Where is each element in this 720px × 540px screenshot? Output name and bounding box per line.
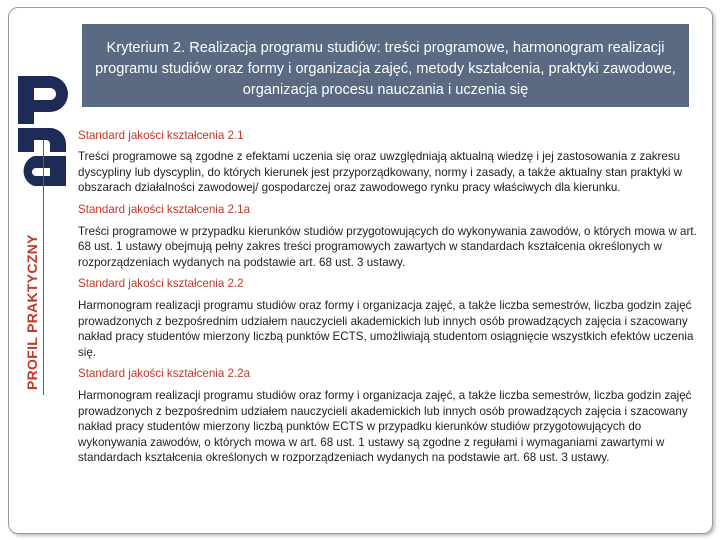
page-title: Kryterium 2. Realizacja programu studiów: treści programowe, harmonogram realizacji programu studiów oraz formy i organizacja zajęć, metody kształcenia, praktyki zawodowe, organizacja procesu nauczania i uczenia się <box>82 24 689 107</box>
sidebar-divider <box>43 140 44 395</box>
standard-heading: Standard jakości kształcenia 2.2 <box>78 277 244 290</box>
sidebar-label: PROFIL PRAKTYCZNY <box>24 234 40 390</box>
standard-heading: Standard jakości kształcenia 2.1 <box>78 129 244 142</box>
standard-text: Harmonogram realizacji programu studiów oraz formy i organizacja zajęć, a także liczba semestrów, liczba godzin zajęć prowadzonych z bezpośrednim udziałem nauczycieli akademickich lub innych osób prowadzących zajęcia i szacowany nakład pracy studentów mierzony liczbą punktów ECTS, umożliwiają studentom osiągnięcie wszystkich efektów uczenia się. <box>78 299 694 359</box>
standards-list <box>78 128 700 466</box>
standard-heading: Standard jakości kształcenia 2.1a <box>78 202 251 216</box>
standard-text: Treści programowe w przypadku kierunków studiów przygotowujących do wykonywania zawodów, o których mowa w art. 68 ust. 1 ustawy obejmują pełny zakres treści programowych zawartych w standardach kształcenia określonych w rozporządzeniach wydanych na podstawie art. 68 ust. 3 ustawy. <box>78 224 697 269</box>
standard-heading: Standard jakości kształcenia 2.2a <box>78 367 251 380</box>
standard-text: Treści programowe są zgodne z efektami uczenia się oraz uwzględniają aktualną wiedzę i jej zastosowania z zakresu dyscypliny lub dyscyplin, do których kierunek jest przyporządkowany, normy i zasady, a także aktualny stan praktyki w obszarach działalności zawodowej/ gospodarczej oraz zawodowego rynku pracy właściwych dla kierunku. <box>78 150 682 194</box>
standard-text: Harmonogram realizacji programu studiów oraz formy i organizacja zajęć, a także liczba semestrów, liczba godzin zajęć prowadzonych z bezpośrednim udziałem nauczycieli akademickich lub innych osób prowadzących zajęcia i szacowany nakład pracy studentów mierzony liczbą punktów ECTS w przypadku kierunków studiów przygotowujących do wykonywania zawodów, o których mowa w art. 68 ust. 1 ustawy są zgodne z regułami i wymaganiami zawartymi w standardach kształcenia określonych w rozporządzeniach wydanych na podstawie art. 68 ust. 3 ustawy. <box>78 389 692 464</box>
